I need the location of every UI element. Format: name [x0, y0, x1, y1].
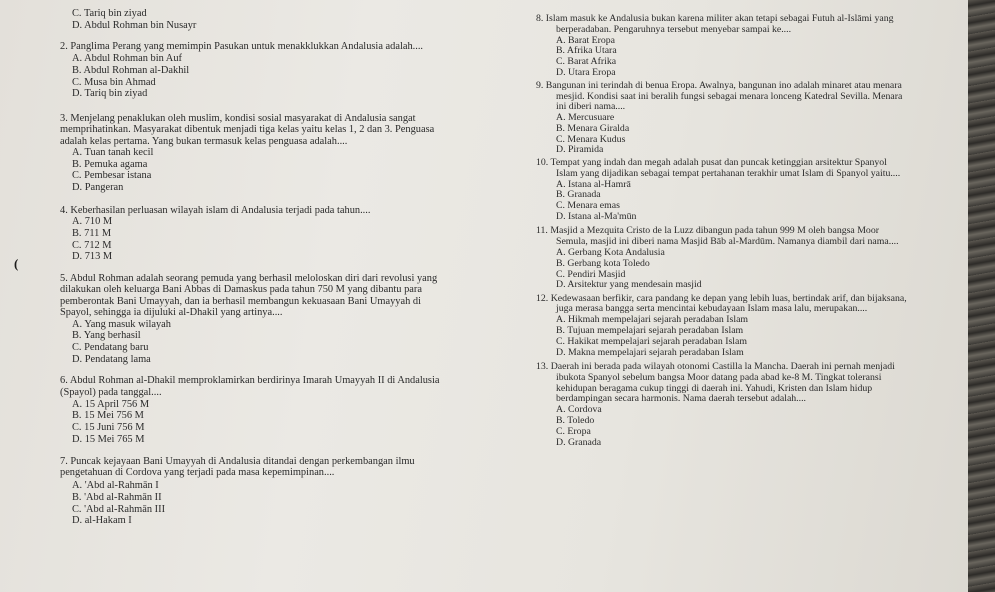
question-text: 7. Puncak kejayaan Bani Umayyah di Andalusia ditandai dengan perkembangan ilmu [60, 456, 415, 467]
answer-option: A. 'Abd al-Rahmān I [72, 480, 159, 491]
question-text: 12. Kedewasaan berfikir, cara pandang ke depan yang lebih luas, bertindak arif, dan bijaksana, [536, 293, 907, 304]
question-text: 9. Bangunan ini terindah di benua Eropa. Awalnya, bangunan ino adalah minaret atau menara [536, 80, 902, 91]
question-text: pemberontak Bani Umayyah, dan ia berhasil membangun kekuasaan Bani Umayyah di [60, 296, 421, 307]
answer-option: B. Granada [556, 189, 601, 200]
answer-option: D. Piramida [556, 144, 604, 155]
answer-option: A. Istana al-Hamrā [556, 179, 631, 190]
answer-option: D. al-Hakam I [72, 515, 132, 526]
answer-option: A. Gerbang Kota Andalusia [556, 247, 665, 258]
answer-option: A. Mercusuare [556, 112, 615, 123]
question-text: (Spayol) pada tanggal.... [60, 387, 162, 398]
answer-option: C. Barat Afrika [556, 56, 617, 67]
question-text: memprihatinkan. Masyarakat dibentuk menjadi tiga kelas yaitu kelas 1, 2 dan 3. Penguasa [60, 124, 435, 135]
question-text: 6. Abdul Rohman al-Dhakil memproklamirkan berdirinya Imarah Umayyah II di Andalusia [60, 375, 440, 386]
answer-option: C. Hakikat mempelajari sejarah peradaban Islam [556, 336, 747, 347]
page-edge-shadow [968, 0, 995, 592]
question-text: pengetahuan di Cordova yang terjadi pada masa kepemimpinan.... [60, 467, 335, 478]
answer-option: B. Gerbang kota Toledo [556, 258, 650, 269]
question-text: 11. Masjid a Mezquita Cristo de la Luzz dibangun pada tahun 999 M oleh bangsa Moor [536, 225, 879, 236]
answer-option: D. 713 M [72, 251, 113, 262]
answer-option: A. 710 M [72, 216, 113, 227]
answer-option: B. 'Abd al-Rahmān II [72, 492, 162, 503]
question-text: ibukota Spanyol sebelum bangsa Moor datang pada abad ke-8 M. Tingkat toleransi [556, 372, 882, 383]
question-text: kehidupan beragama cukup tinggi di daerah ini. Yahudi, Kristen dan Islam hidup [556, 383, 873, 394]
question-text: 13. Daerah ini berada pada wilayah otonomi Castilla la Mancha. Daerah ini pernah menjadi [536, 361, 895, 372]
answer-option: C. Eropa [556, 426, 591, 437]
pen-mark: ( [14, 256, 19, 271]
answer-option: A. Barat Eropa [556, 35, 616, 46]
question-text: 10. Tempat yang indah dan megah adalah pusat dan puncak ketinggian arsitektur Spanyol [536, 157, 887, 168]
question-text: adalah kelas pertama. Yang bukan termasuk kelas penguasa adalah.... [60, 136, 348, 147]
answer-option: C. 15 Juni 756 M [72, 422, 145, 433]
answer-option: C. Menara emas [556, 200, 620, 211]
answer-option: C. 'Abd al-Rahmān III [72, 504, 166, 515]
question-text: 5. Abdul Rohman adalah seorang pemuda yang berhasil meloloskan diri dari revolusi yang [60, 273, 438, 284]
question-text: Semula, masjid ini diberi nama Masjid Bāb al-Mardūm. Namanya diambil dari nama.... [556, 236, 899, 247]
question-text: 4. Keberhasilan perluasan wilayah islam di Andalusia terjadi pada tahun.... [60, 205, 371, 216]
question-text: ini diberi nama.... [556, 101, 626, 112]
answer-option: D. Granada [556, 437, 602, 448]
answer-option: D. Tariq bin ziyad [72, 88, 148, 99]
answer-option: A. 15 April 756 M [72, 399, 150, 410]
answer-option: D. Abdul Rohman bin Nusayr [72, 20, 197, 31]
answer-option: A. Abdul Rohman bin Auf [72, 53, 182, 64]
answer-option: D. Pangeran [72, 182, 124, 193]
answer-option: B. Tujuan mempelajari sejarah peradaban Islam [556, 325, 744, 336]
answer-option: A. Tuan tanah kecil [72, 147, 154, 158]
question-text: berdampingan secara harmonis. Nama daerah tersebut adalah.... [556, 393, 806, 404]
answer-option: B. 15 Mei 756 M [72, 410, 144, 421]
answer-option: A. Hikmah mempelajari sejarah peradaban Islam [556, 314, 749, 325]
answer-option: B. Abdul Rohman al-Dakhil [72, 65, 190, 76]
question-text: 2. Panglima Perang yang memimpin Pasukan untuk menakklukkan Andalusia adalah.... [60, 41, 424, 52]
question-text: 8. Islam masuk ke Andalusia bukan karena militer akan tetapi sebagai Futuh al-Islāmi yang [536, 13, 894, 24]
answer-option: D. Arsitektur yang mendesain masjid [556, 279, 702, 290]
answer-option: A. Cordova [556, 404, 602, 415]
answer-option: B. 711 M [72, 228, 112, 239]
answer-option: C. Tariq bin ziyad [72, 8, 147, 19]
question-text: berperadaban. Pengaruhnya tersebut menyebar sampai ke.... [556, 24, 792, 35]
question-text: dilakukan oleh keluarga Bani Abbas di Damaskus pada tahun 750 M yang dibantu para [60, 284, 422, 295]
answer-option: B. Yang berhasil [72, 330, 141, 341]
answer-option: C. Pendatang baru [72, 342, 149, 353]
question-text: 3. Menjelang penaklukan oleh muslim, kondisi sosial masyarakat di Andalusia sangat [60, 113, 416, 124]
question-text: Spayol, sehingga ia dijuluki al-Dhakil yang artinya.... [60, 307, 283, 318]
answer-option: D. Istana al-Ma'mūn [556, 211, 637, 222]
answer-option: C. Pendiri Masjid [556, 269, 626, 280]
answer-option: A. Yang masuk wilayah [72, 319, 171, 330]
question-text: juga merasa bangga serta mencintai kebudayaan Islam masa lalu, merupakan.... [556, 303, 868, 314]
answer-option: D. Makna mempelajari sejarah peradaban Islam [556, 347, 744, 358]
answer-option: B. Menara Giralda [556, 123, 630, 134]
answer-option: D. 15 Mei 765 M [72, 434, 145, 445]
answer-option: C. 712 M [72, 240, 112, 251]
answer-option: C. Pembesar istana [72, 170, 152, 181]
answer-option: D. Pendatang lama [72, 354, 151, 365]
question-text: mesjid. Kondisi saat ini beralih fungsi sebagai menara lonceng Katedral Sevilla. Menara [556, 91, 903, 102]
answer-option: D. Utara Eropa [556, 67, 616, 78]
answer-option: B. Pemuka agama [72, 159, 148, 170]
answer-option: C. Musa bin Ahmad [72, 77, 156, 88]
answer-option: C. Menara Kudus [556, 134, 626, 145]
answer-option: B. Toledo [556, 415, 595, 426]
question-text: Islam yang dijadikan sebagai tempat pertahanan terakhir umat Islam di Spanyol yaitu.... [556, 168, 901, 179]
answer-option: B. Afrika Utara [556, 45, 617, 56]
